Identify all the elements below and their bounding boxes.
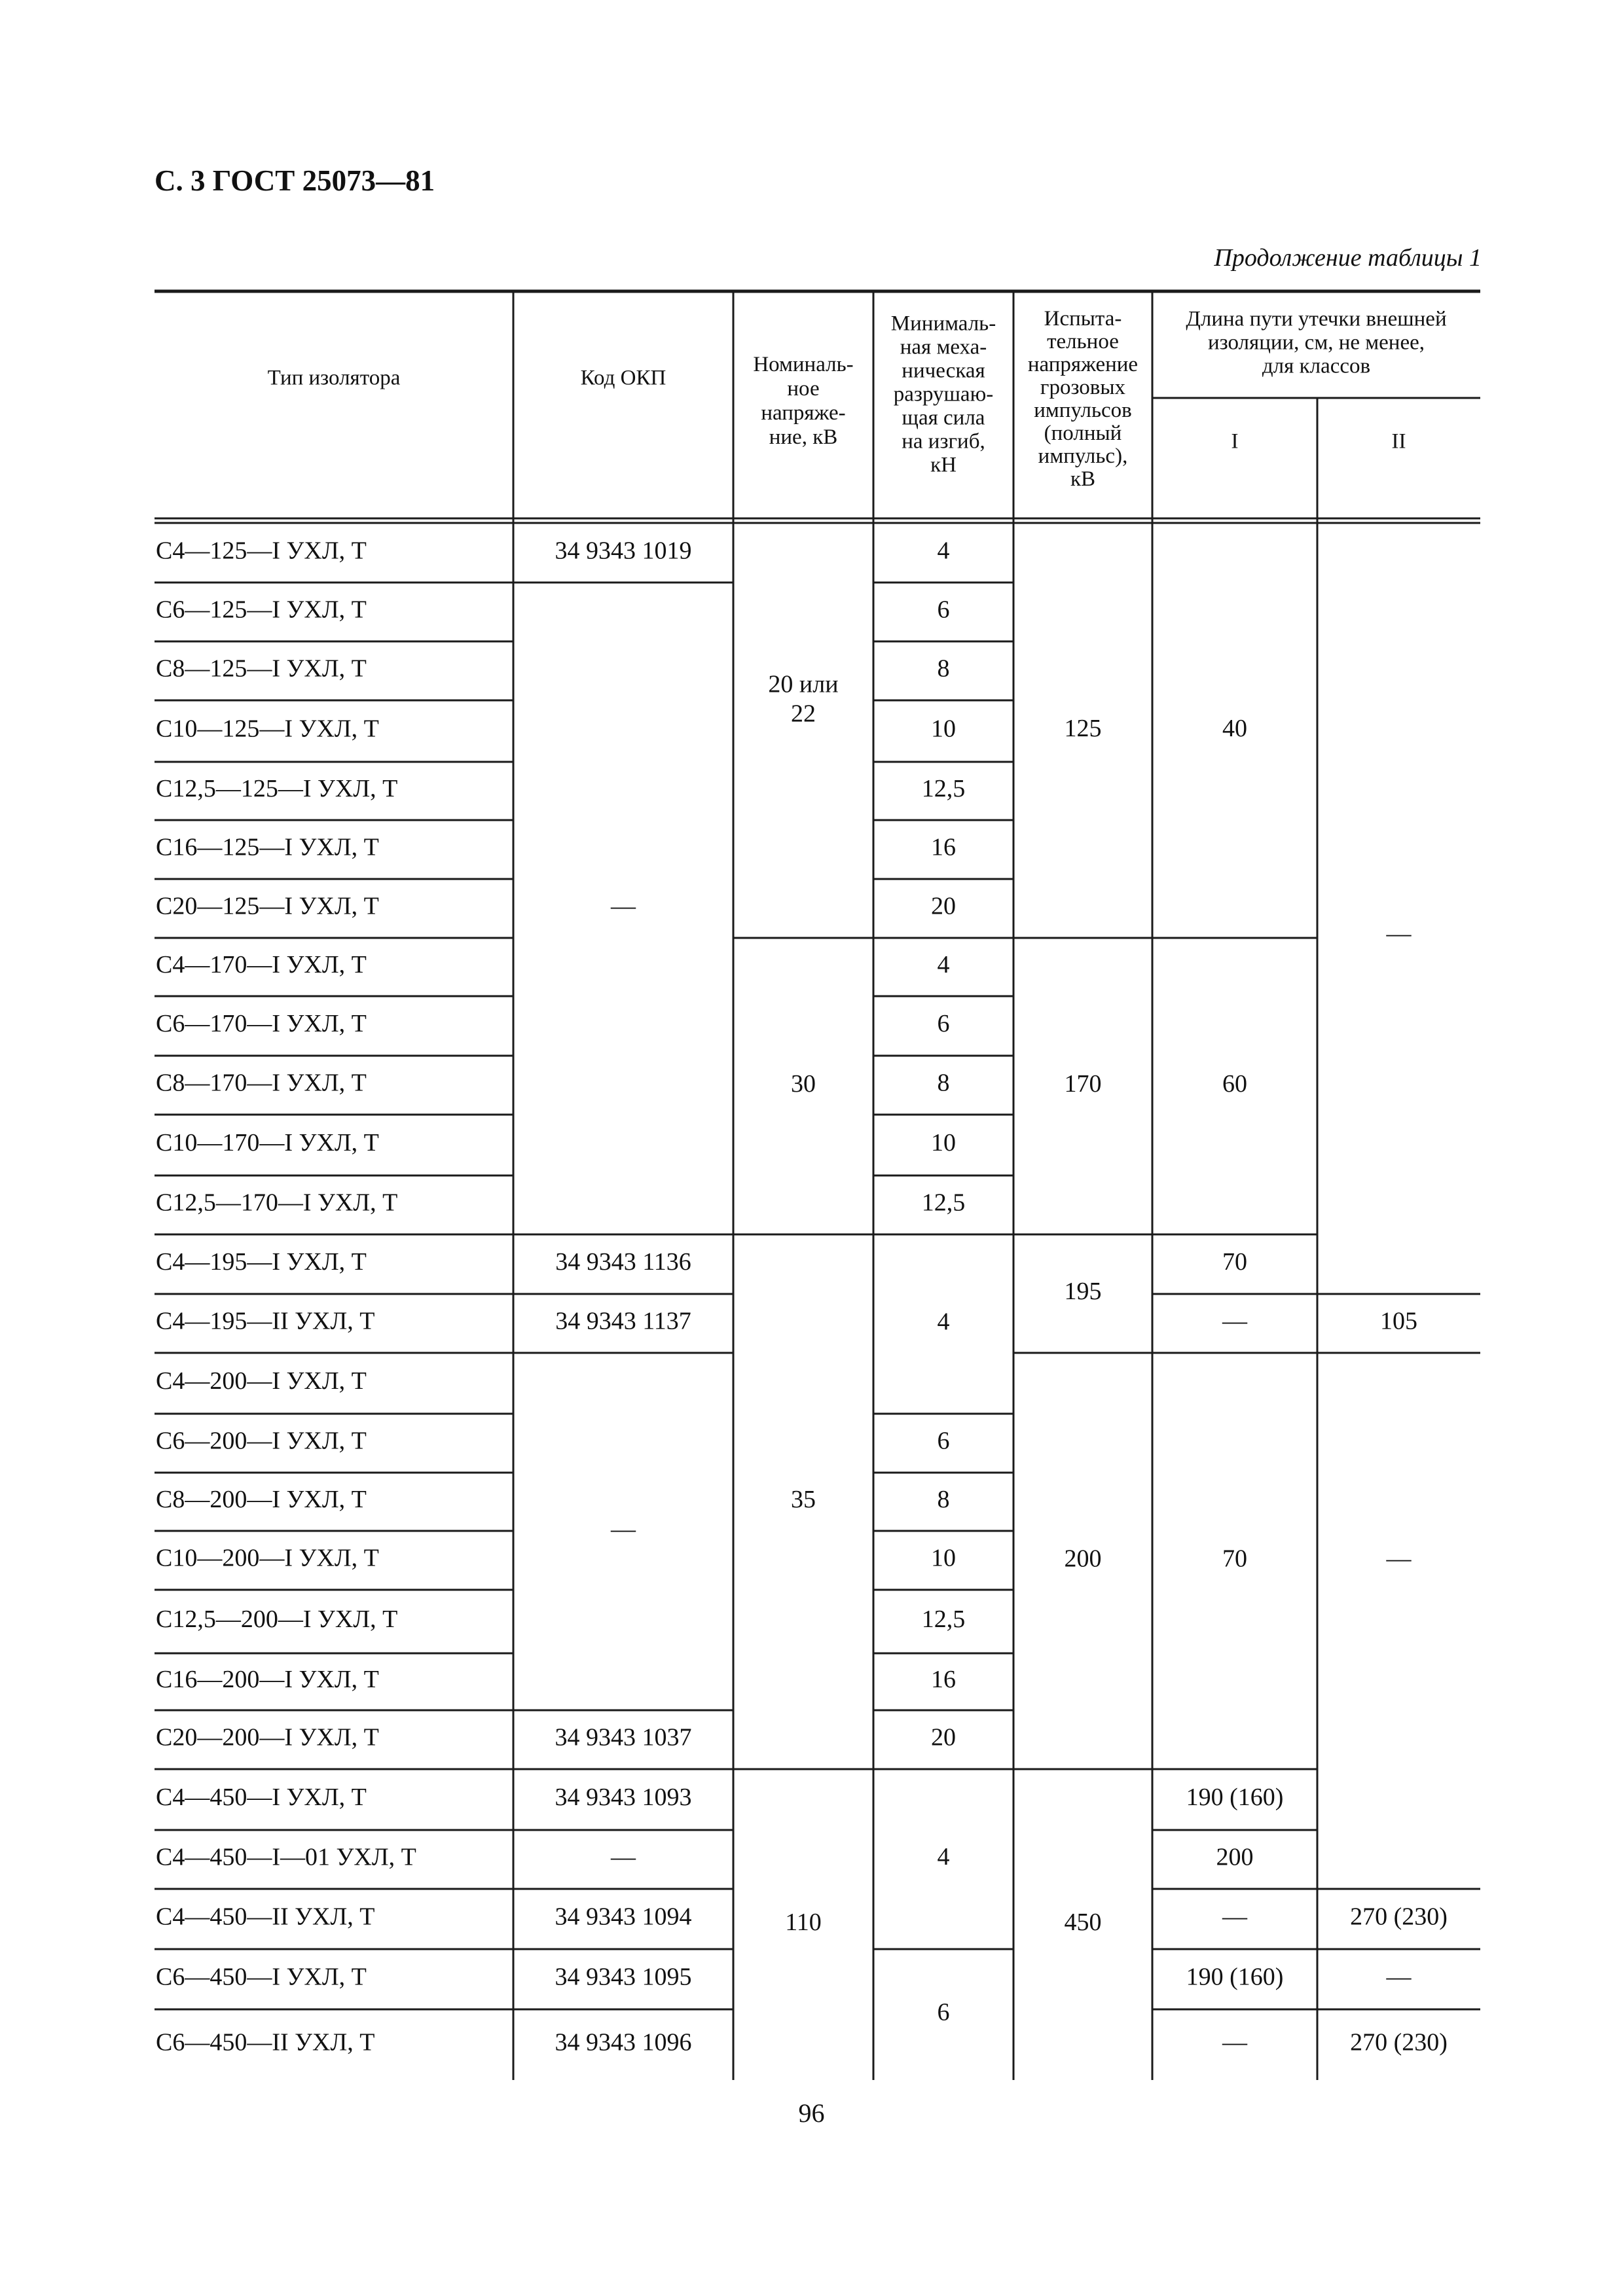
page-number: 96 (798, 2098, 825, 2128)
okp-code: 34 9343 1093 (555, 1784, 692, 1812)
okp-code: — (611, 892, 636, 920)
insulator-type: С20—125—I УХЛ, Т (156, 892, 379, 920)
table-cells (156, 307, 1448, 2056)
bending-force: 8 (937, 1486, 950, 1514)
test-voltage: 170 (1064, 1070, 1102, 1098)
col-header-force: щая сила (902, 406, 985, 430)
col-header-creepage: изоляции, см, не менее, (1207, 331, 1425, 355)
insulator-type: С8—125—I УХЛ, Т (156, 655, 367, 683)
bending-force: 20 (931, 892, 956, 920)
creepage-class-1: 190 (160) (1186, 1784, 1284, 1812)
test-voltage: 450 (1064, 1909, 1102, 1937)
col-header-force: кН (930, 453, 957, 477)
bending-force: 4 (937, 537, 950, 565)
okp-code: 34 9343 1096 (555, 2028, 692, 2056)
bending-force: 12,5 (921, 1189, 966, 1217)
bending-force: 8 (937, 655, 950, 683)
creepage-class-2: — (1386, 1963, 1412, 1991)
bending-force: 12,5 (921, 775, 966, 803)
insulator-type: С4—450—I УХЛ, Т (156, 1784, 367, 1812)
col-header-voltage: ние, кВ (769, 425, 838, 450)
insulator-type: С6—450—II УХЛ, Т (156, 2028, 375, 2056)
creepage-class-1: — (1222, 1307, 1247, 1335)
col-header-creepage: для классов (1262, 354, 1371, 378)
creepage-class-1: 190 (160) (1186, 1963, 1284, 1991)
nominal-voltage: 110 (785, 1909, 822, 1937)
insulator-type: С6—450—I УХЛ, Т (156, 1963, 367, 1991)
col-header-force: разрушаю- (893, 382, 994, 406)
page-header: С. 3 ГОСТ 25073—81 (155, 164, 435, 197)
bending-force: 6 (937, 1427, 950, 1455)
col-header-test-voltage: импульсов (1034, 399, 1132, 423)
insulator-type: С8—200—I УХЛ, Т (156, 1486, 367, 1514)
bending-force: 16 (931, 1666, 956, 1694)
col-header-force: ная меха- (900, 335, 987, 359)
creepage-class-1: 70 (1222, 1545, 1247, 1573)
insulator-type: С6—170—I УХЛ, Т (156, 1010, 367, 1038)
creepage-class-2: — (1386, 920, 1412, 948)
creepage-class-1: — (1222, 2028, 1247, 2056)
nominal-voltage: 30 (791, 1070, 816, 1098)
bending-force: 10 (931, 715, 956, 743)
insulator-type: С4—200—I УХЛ, Т (156, 1367, 367, 1395)
okp-code: — (611, 1515, 636, 1543)
insulator-type: С6—125—I УХЛ, Т (156, 596, 367, 624)
nominal-voltage: 20 или (768, 670, 839, 698)
insulator-type: С8—170—I УХЛ, Т (156, 1069, 367, 1097)
bending-force: 10 (931, 1129, 956, 1157)
col-header-force: на изгиб, (902, 429, 985, 454)
bending-force: 12,5 (921, 1605, 966, 1634)
creepage-class-2: 270 (230) (1350, 2028, 1448, 2056)
creepage-class-1: 200 (1216, 1843, 1254, 1871)
col-header-test-voltage: тельное (1047, 330, 1119, 354)
creepage-class-2: — (1386, 1545, 1412, 1573)
col-header-test-voltage: (полный (1044, 422, 1122, 446)
nominal-voltage: 22 (791, 700, 816, 728)
bending-force: 10 (931, 1544, 956, 1572)
nominal-voltage: 35 (791, 1486, 816, 1514)
insulator-type: С12,5—170—I УХЛ, Т (156, 1189, 398, 1217)
creepage-class-1: — (1222, 1903, 1247, 1931)
insulator-type: С4—125—I УХЛ, Т (156, 537, 367, 565)
insulator-type: С10—125—I УХЛ, Т (156, 715, 379, 743)
col-header-test-voltage: кВ (1070, 467, 1096, 492)
okp-code: 34 9343 1136 (555, 1248, 691, 1276)
bending-force: 6 (937, 1998, 950, 2026)
col-header-code: Код ОКП (580, 366, 666, 390)
bending-force: 4 (937, 1308, 950, 1336)
col-header-voltage: ное (787, 377, 820, 401)
bending-force: 4 (937, 1843, 950, 1871)
insulator-type: С10—200—I УХЛ, Т (156, 1544, 379, 1572)
insulator-type: С4—170—I УХЛ, Т (156, 951, 367, 979)
test-voltage: 195 (1064, 1278, 1102, 1306)
bending-force: 4 (937, 951, 950, 979)
col-header-class-2: II (1391, 429, 1406, 454)
col-header-force: ническая (902, 359, 985, 383)
insulator-type: С4—195—II УХЛ, Т (156, 1307, 375, 1335)
col-header-test-voltage: импульс), (1038, 444, 1128, 469)
col-header-test-voltage: напряжение (1027, 353, 1139, 377)
col-header-force: Минималь- (890, 312, 996, 336)
col-header-voltage: Номиналь- (753, 353, 854, 377)
bending-force: 6 (937, 596, 950, 624)
col-header-creepage: Длина пути утечки внешней (1186, 307, 1447, 331)
bending-force: 16 (931, 833, 956, 861)
okp-code: 34 9343 1037 (555, 1723, 692, 1751)
col-header-voltage: напряже- (761, 401, 846, 425)
insulator-type: С16—200—I УХЛ, Т (156, 1666, 379, 1694)
bending-force: 8 (937, 1069, 950, 1097)
insulator-type: С10—170—I УХЛ, Т (156, 1129, 379, 1157)
creepage-class-1: 60 (1222, 1070, 1247, 1098)
creepage-class-1: 40 (1222, 715, 1247, 743)
insulator-type: С16—125—I УХЛ, Т (156, 833, 379, 861)
insulator-type: С12,5—200—I УХЛ, Т (156, 1605, 398, 1634)
table-continuation-label: Продолжение таблицы 1 (1214, 244, 1482, 272)
bending-force: 6 (937, 1010, 950, 1038)
insulator-type: С12,5—125—I УХЛ, Т (156, 775, 398, 803)
insulator-type: С4—195—I УХЛ, Т (156, 1248, 367, 1276)
col-header-type: Тип изолятора (267, 366, 401, 390)
bending-force: 20 (931, 1723, 956, 1751)
okp-code: 34 9343 1094 (555, 1903, 692, 1931)
okp-code: 34 9343 1019 (555, 537, 692, 565)
okp-code: 34 9343 1137 (555, 1307, 691, 1335)
test-voltage: 200 (1064, 1545, 1102, 1573)
col-header-class-1: I (1231, 429, 1239, 454)
test-voltage: 125 (1064, 715, 1102, 743)
okp-code: — (611, 1843, 636, 1871)
insulator-type: С4—450—II УХЛ, Т (156, 1903, 375, 1931)
insulator-type: С20—200—I УХЛ, Т (156, 1723, 379, 1751)
col-header-test-voltage: Испыта- (1044, 307, 1122, 331)
creepage-class-2: 105 (1380, 1307, 1417, 1335)
insulator-type: С4—450—I—01 УХЛ, Т (156, 1843, 416, 1871)
okp-code: 34 9343 1095 (555, 1963, 692, 1991)
creepage-class-2: 270 (230) (1350, 1903, 1448, 1931)
insulator-type: С6—200—I УХЛ, Т (156, 1427, 367, 1455)
creepage-class-1: 70 (1222, 1248, 1247, 1276)
col-header-test-voltage: грозовых (1040, 376, 1126, 400)
